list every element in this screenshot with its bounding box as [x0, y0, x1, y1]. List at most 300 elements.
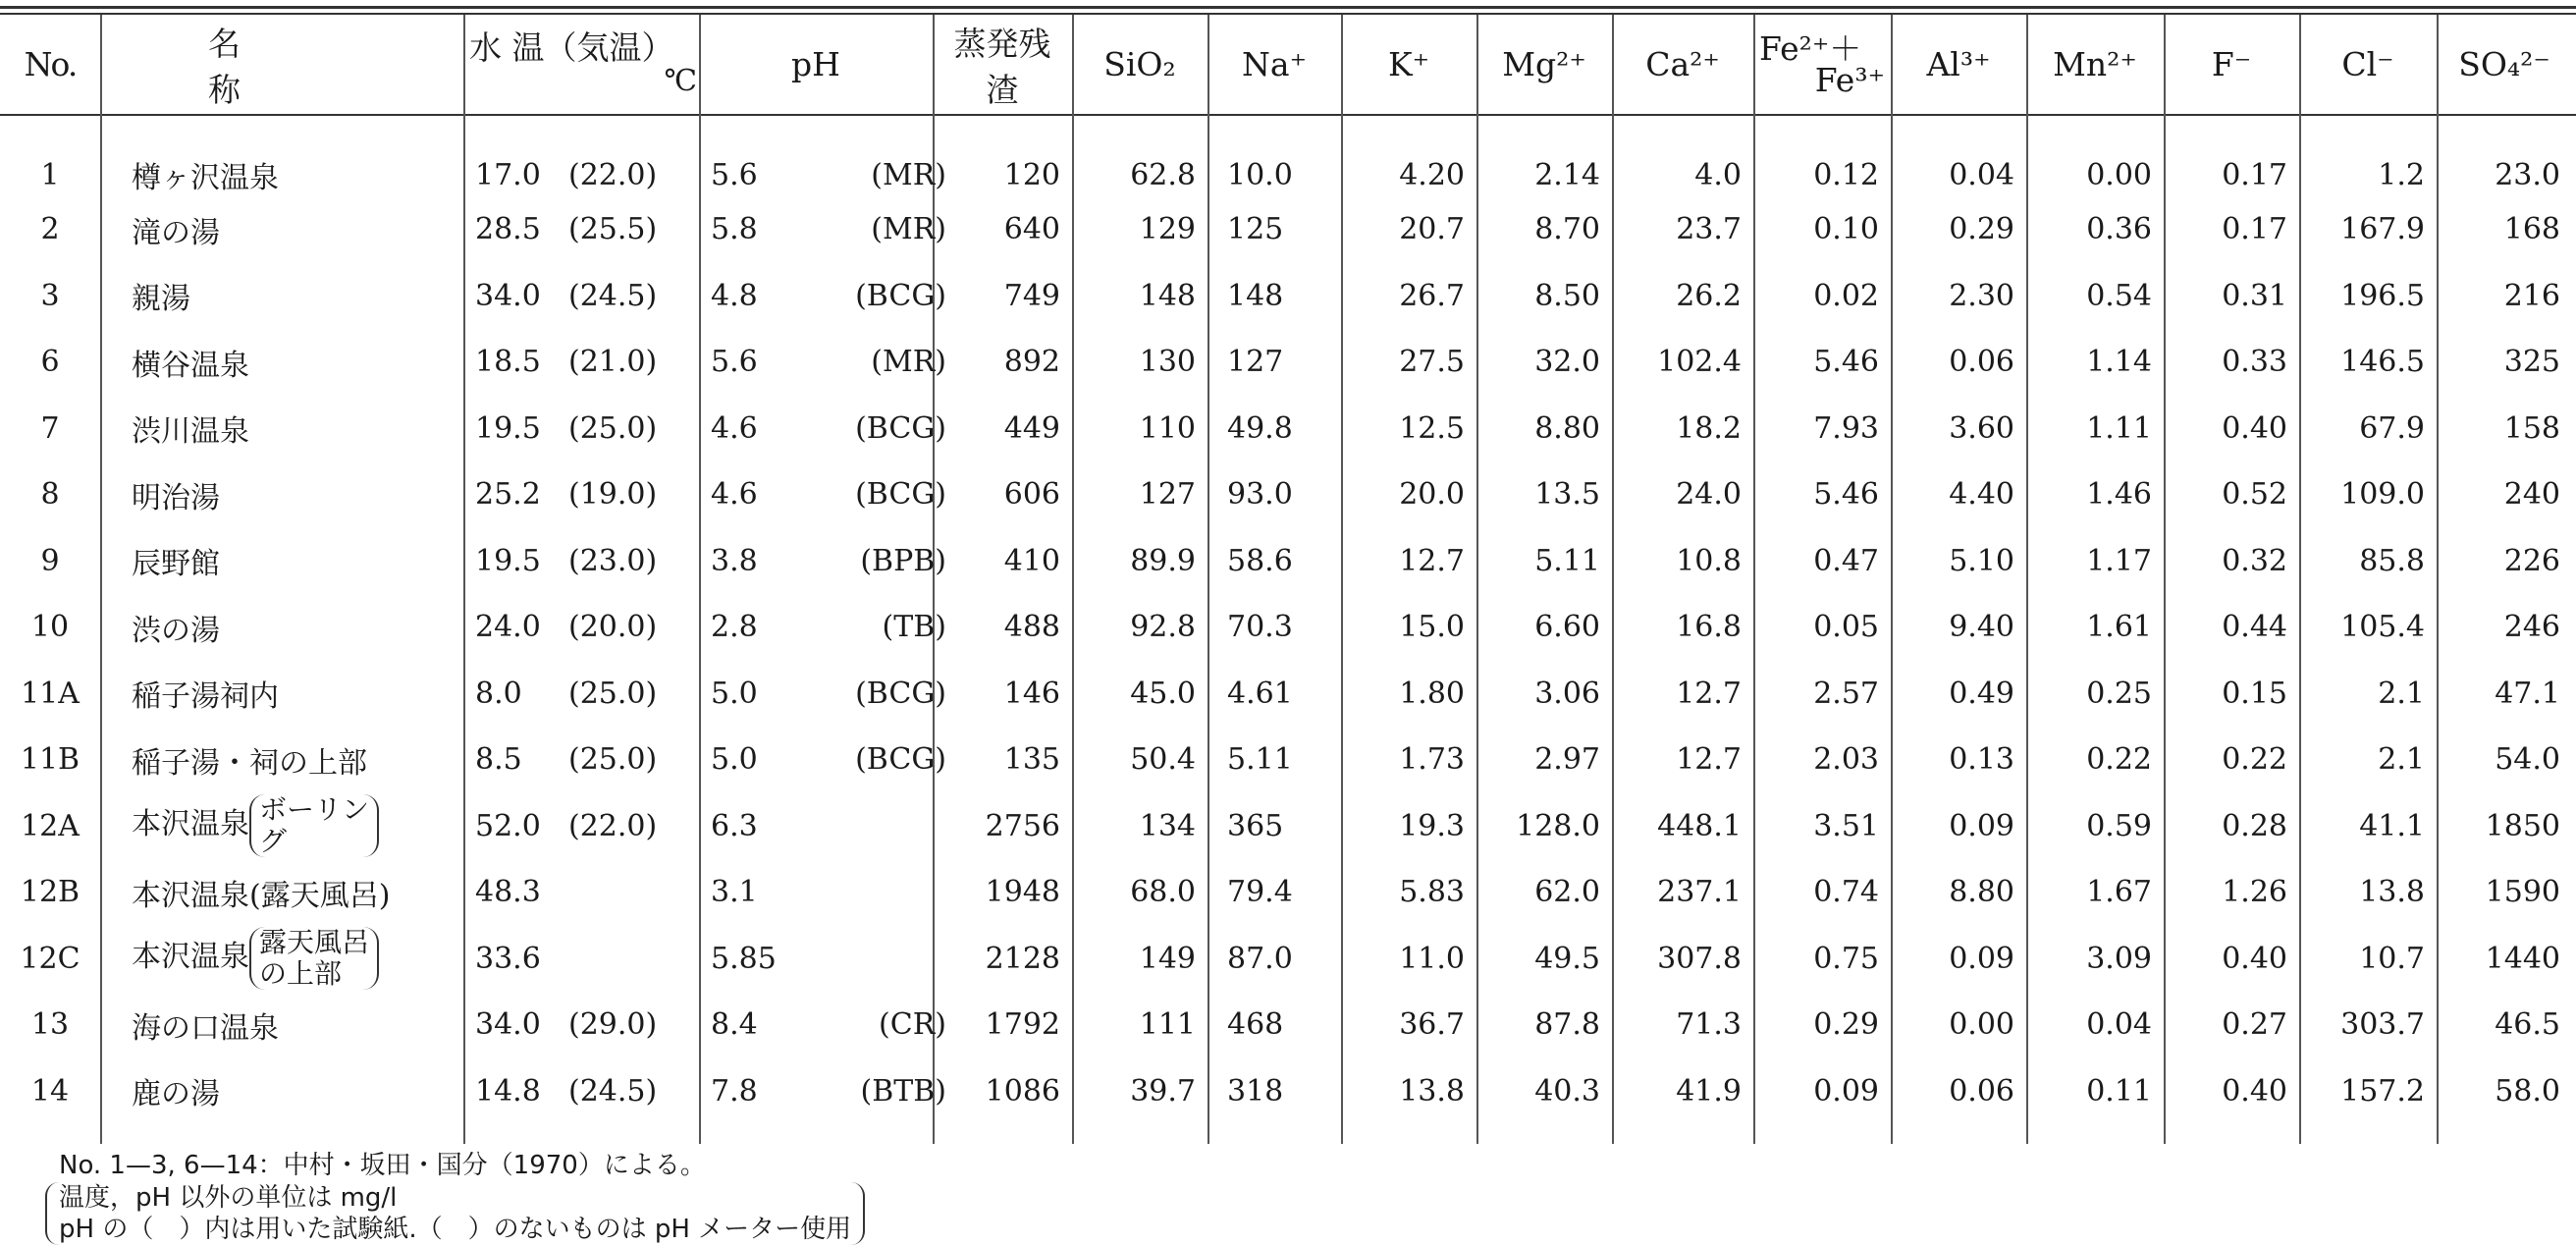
hot-spring-chemistry-table [0, 15, 2572, 1124]
cell-mg: 6.60 [1534, 610, 1600, 645]
cell-so4: 46.5 [2495, 1007, 2560, 1043]
cell-k: 1.80 [1399, 676, 1465, 711]
cell-ph-indicator: (TB) [882, 610, 946, 645]
cell-name-text: 親湯 [132, 282, 190, 317]
cell-air-temp: (25.0) [568, 742, 658, 778]
cell-al: 0.13 [1949, 742, 2014, 778]
cell-k: 20.7 [1399, 212, 1465, 247]
cell-al: 0.06 [1949, 345, 2014, 380]
cell-ph [699, 528, 946, 595]
cell-k: 12.5 [1399, 410, 1465, 446]
cell-so4: 23.0 [2495, 157, 2560, 192]
cell-name-text: 渋川温泉 [132, 414, 249, 450]
cell-ph-indicator: (MR) [871, 345, 946, 380]
cell-na: 58.6 [1227, 543, 1293, 578]
top-double-rule-1 [0, 6, 2576, 9]
header-ca: Ca²⁺ [1645, 45, 1720, 83]
cell-mg: 62.0 [1534, 875, 1600, 910]
cell-residue: 892 [1003, 345, 1060, 380]
header-no: No. [24, 45, 77, 83]
cell-ph-value: 4.8 [711, 278, 758, 313]
cell-ca: 448.1 [1657, 808, 1742, 843]
cell-name-text: 横谷温泉 [132, 348, 249, 383]
cell-ph [699, 329, 946, 396]
cell-ph-value: 4.6 [711, 410, 758, 446]
cell-no: 2 [40, 212, 60, 247]
cell-f: 0.52 [2222, 477, 2287, 513]
cell-cl: 146.5 [2340, 345, 2425, 380]
header-name-a: 名 [208, 24, 241, 63]
cell-ph-indicator: (BCG) [855, 477, 946, 513]
cell-name-text: 鹿の湯 [132, 1077, 220, 1112]
cell-mn: 1.61 [2086, 610, 2152, 645]
cell-temperature [463, 329, 699, 396]
cell-residue: 2128 [985, 941, 1060, 976]
cell-mn: 0.22 [2086, 742, 2152, 778]
table-row [0, 396, 2572, 462]
cell-k: 36.7 [1399, 1007, 1465, 1043]
cell-temperature [463, 793, 699, 860]
cell-water-temp: 34.0 [475, 278, 541, 313]
cell-mg: 3.06 [1534, 676, 1600, 711]
cell-so4: 216 [2503, 278, 2560, 313]
cell-al: 0.49 [1949, 676, 2014, 711]
cell-na: 79.4 [1227, 875, 1293, 910]
header-temp-unit: ℃ [664, 63, 697, 98]
cell-k: 4.20 [1399, 157, 1465, 192]
cell-al: 0.09 [1949, 941, 2014, 976]
cell-ca: 102.4 [1657, 345, 1742, 380]
cell-air-temp: (24.5) [568, 1073, 658, 1109]
cell-name [100, 528, 463, 595]
note-ph-method: pH の（ ）内は用いた試験紙.（ ）のないものは pH メーター使用 [59, 1215, 852, 1244]
table-row [0, 594, 2572, 661]
cell-k: 12.7 [1399, 543, 1465, 578]
cell-f: 1.26 [2222, 875, 2287, 910]
header-f: F⁻ [2211, 45, 2252, 83]
cell-name [100, 461, 463, 528]
cell-name [100, 992, 463, 1058]
cell-sio2: 89.9 [1130, 543, 1196, 578]
cell-ph-value: 5.0 [711, 676, 758, 711]
cell-temperature [463, 926, 699, 993]
cell-name-text: 本沢温泉 [132, 940, 249, 975]
cell-ca: 24.0 [1676, 477, 1742, 513]
cell-cl: 167.9 [2340, 212, 2425, 247]
cell-ph-value: 5.6 [711, 157, 758, 192]
cell-mg: 87.8 [1534, 1007, 1600, 1043]
cell-k: 13.8 [1399, 1073, 1465, 1109]
cell-ph [699, 1058, 946, 1125]
cell-so4: 246 [2503, 610, 2560, 645]
cell-name [100, 1058, 463, 1125]
cell-sio2: 62.8 [1130, 157, 1196, 192]
cell-so4: 158 [2503, 410, 2560, 446]
cell-ph-indicator: (CR) [879, 1007, 946, 1043]
cell-cl: 157.2 [2340, 1073, 2425, 1109]
cell-no: 9 [40, 543, 60, 578]
cell-air-temp: (22.0) [568, 157, 658, 192]
cell-temperature [463, 461, 699, 528]
cell-k: 26.7 [1399, 278, 1465, 313]
cell-na: 125 [1227, 212, 1284, 247]
cell-air-temp: (21.0) [568, 345, 658, 380]
table-row [0, 329, 2572, 396]
cell-name [100, 661, 463, 728]
cell-name [100, 926, 463, 993]
cell-name-note-line2: の上部 [259, 957, 343, 991]
cell-k: 19.3 [1399, 808, 1465, 843]
cell-ph-indicator: (MR) [871, 157, 946, 192]
cell-mn: 1.67 [2086, 875, 2152, 910]
cell-temperature [463, 1058, 699, 1125]
cell-water-temp: 18.5 [475, 345, 541, 380]
cell-temperature [463, 727, 699, 793]
cell-mg: 8.80 [1534, 410, 1600, 446]
cell-sio2: 45.0 [1130, 676, 1196, 711]
cell-na: 93.0 [1227, 477, 1293, 513]
cell-name-text: 明治湯 [132, 480, 220, 515]
cell-name-text: 稲子湯・祠の上部 [132, 745, 367, 781]
cell-name-text: 樽ヶ沢温泉 [132, 161, 279, 195]
cell-cl: 2.1 [2378, 676, 2425, 711]
cell-water-temp: 8.0 [475, 676, 522, 711]
cell-air-temp: (20.0) [568, 610, 658, 645]
cell-sio2: 111 [1139, 1007, 1196, 1043]
cell-air-temp: (24.5) [568, 278, 658, 313]
cell-air-temp: (22.0) [568, 808, 658, 843]
cell-air-temp: (29.0) [568, 1007, 658, 1043]
cell-so4: 1850 [2485, 808, 2560, 843]
cell-so4: 240 [2503, 477, 2560, 513]
header-name-b: 称 [208, 70, 241, 109]
cell-name [100, 727, 463, 793]
cell-al: 0.09 [1949, 808, 2014, 843]
cell-sio2: 127 [1139, 477, 1196, 513]
cell-temperature [463, 396, 699, 462]
cell-na: 49.8 [1227, 410, 1293, 446]
cell-mg: 49.5 [1534, 941, 1600, 976]
cell-sio2: 134 [1139, 808, 1196, 843]
cell-fe: 3.51 [1813, 808, 1879, 843]
cell-name-note-line2: グ [259, 825, 288, 858]
cell-no: 8 [40, 477, 60, 513]
cell-ph-indicator: (BCG) [855, 676, 946, 711]
cell-f: 0.28 [2222, 808, 2287, 843]
cell-water-temp: 19.5 [475, 543, 541, 578]
cell-no: 3 [40, 278, 60, 313]
cell-na: 70.3 [1227, 610, 1293, 645]
cell-residue: 146 [1003, 676, 1060, 711]
cell-ca: 4.0 [1694, 157, 1742, 192]
cell-ph-value: 2.8 [711, 610, 758, 645]
cell-fe: 0.29 [1813, 1007, 1879, 1043]
cell-water-temp: 14.8 [475, 1073, 541, 1109]
cell-cl: 41.1 [2359, 808, 2425, 843]
cell-no: 11A [21, 676, 80, 711]
cell-ca: 41.9 [1676, 1073, 1742, 1109]
cell-f: 0.44 [2222, 610, 2287, 645]
header-temperature [463, 15, 699, 114]
cell-name-text: 本沢温泉(露天風呂) [132, 878, 391, 913]
cell-no: 7 [40, 410, 60, 446]
cell-mn: 0.11 [2086, 1073, 2152, 1109]
cell-mg: 2.97 [1534, 742, 1600, 778]
cell-no: 13 [30, 1007, 70, 1043]
cell-so4: 226 [2503, 543, 2560, 578]
cell-ph-value: 3.1 [711, 875, 758, 910]
cell-ph [699, 461, 946, 528]
cell-al: 0.29 [1949, 212, 2014, 247]
cell-na: 318 [1227, 1073, 1284, 1109]
cell-water-temp: 19.5 [475, 410, 541, 446]
cell-fe: 0.09 [1813, 1073, 1879, 1109]
cell-ph [699, 992, 946, 1058]
cell-k: 27.5 [1399, 345, 1465, 380]
cell-mn: 3.09 [2086, 941, 2152, 976]
cell-ca: 12.7 [1676, 742, 1742, 778]
cell-air-temp: (25.0) [568, 676, 658, 711]
cell-sio2: 149 [1139, 941, 1196, 976]
table-row [0, 661, 2572, 728]
cell-mg: 2.14 [1534, 157, 1600, 192]
cell-fe: 5.46 [1813, 345, 1879, 380]
cell-ph-indicator: (BCG) [855, 410, 946, 446]
cell-ph-value: 5.8 [711, 212, 758, 247]
cell-sio2: 68.0 [1130, 875, 1196, 910]
cell-ca: 307.8 [1657, 941, 1742, 976]
cell-residue: 410 [1003, 543, 1060, 578]
cell-mg: 5.11 [1534, 543, 1600, 578]
cell-residue: 488 [1003, 610, 1060, 645]
cell-name [100, 329, 463, 396]
cell-ph [699, 727, 946, 793]
cell-ph-value: 3.8 [711, 543, 758, 578]
cell-ph [699, 594, 946, 661]
cell-cl: 1.2 [2378, 157, 2425, 192]
cell-f: 0.31 [2222, 278, 2287, 313]
cell-ph-indicator: (BCG) [855, 742, 946, 778]
cell-al: 4.40 [1949, 477, 2014, 513]
cell-fe: 0.02 [1813, 278, 1879, 313]
table-row [0, 196, 2572, 263]
cell-f: 0.15 [2222, 676, 2287, 711]
cell-mn: 0.25 [2086, 676, 2152, 711]
cell-ph [699, 661, 946, 728]
cell-no: 12B [20, 875, 80, 910]
cell-fe: 0.74 [1813, 875, 1879, 910]
cell-sio2: 148 [1139, 278, 1196, 313]
cell-sio2: 92.8 [1130, 610, 1196, 645]
cell-sio2: 129 [1139, 212, 1196, 247]
table-row [0, 1058, 2572, 1125]
cell-air-temp: (19.0) [568, 477, 658, 513]
cell-ca: 18.2 [1676, 410, 1742, 446]
cell-fe: 0.05 [1813, 610, 1879, 645]
cell-air-temp: (25.0) [568, 410, 658, 446]
cell-na: 468 [1227, 1007, 1284, 1043]
table-row [0, 528, 2572, 595]
cell-no: 1 [40, 157, 60, 192]
cell-mn: 1.14 [2086, 345, 2152, 380]
cell-mn: 0.04 [2086, 1007, 2152, 1043]
cell-ph-value: 5.6 [711, 345, 758, 380]
cell-al: 2.30 [1949, 278, 2014, 313]
cell-no: 6 [40, 345, 60, 380]
cell-residue: 2756 [985, 808, 1060, 843]
cell-water-temp: 8.5 [475, 742, 522, 778]
cell-name [100, 859, 463, 926]
cell-sio2: 110 [1139, 410, 1196, 446]
cell-ph [699, 859, 933, 926]
cell-air-temp: (23.0) [568, 543, 658, 578]
cell-so4: 1590 [2485, 875, 2560, 910]
cell-no: 12A [21, 808, 80, 843]
cell-no: 10 [30, 610, 70, 645]
table-row [0, 926, 2572, 993]
cell-ph [699, 793, 933, 860]
header-row [0, 15, 2572, 114]
cell-temperature [463, 528, 699, 595]
cell-name [100, 396, 463, 462]
cell-water-temp: 17.0 [475, 157, 541, 192]
cell-mn: 0.59 [2086, 808, 2152, 843]
cell-al: 0.06 [1949, 1073, 2014, 1109]
note-source: No. 1—3, 6—14：中村・坂田・国分（1970）による。 [59, 1151, 706, 1180]
cell-ph-indicator: (BPB) [860, 543, 946, 578]
cell-ph-indicator: (BCG) [855, 278, 946, 313]
cell-ph [699, 396, 946, 462]
cell-water-temp: 24.0 [475, 610, 541, 645]
cell-na: 87.0 [1227, 941, 1293, 976]
cell-ph [699, 114, 946, 196]
table-row [0, 263, 2572, 330]
cell-name [100, 114, 463, 196]
cell-cl: 67.9 [2359, 410, 2425, 446]
cell-ca: 71.3 [1676, 1007, 1742, 1043]
cell-al: 9.40 [1949, 610, 2014, 645]
cell-temperature [463, 114, 699, 196]
cell-name-text: 稲子湯祠内 [132, 679, 279, 715]
cell-so4: 168 [2503, 212, 2560, 247]
cell-air-temp: (25.5) [568, 212, 658, 247]
table-row [0, 461, 2572, 528]
cell-ph [699, 926, 933, 993]
cell-ph [699, 196, 946, 263]
table-notes [59, 1149, 865, 1246]
header-mn: Mn²⁺ [2053, 45, 2137, 83]
cell-so4: 325 [2503, 345, 2560, 380]
cell-residue: 1792 [985, 1007, 1060, 1043]
cell-k: 15.0 [1399, 610, 1465, 645]
header-so4: SO₄²⁻ [2458, 45, 2550, 83]
cell-residue: 120 [1003, 157, 1060, 192]
cell-water-temp: 25.2 [475, 477, 541, 513]
cell-sio2: 39.7 [1130, 1073, 1196, 1109]
cell-ca: 26.2 [1676, 278, 1742, 313]
cell-so4: 54.0 [2495, 742, 2560, 778]
cell-k: 11.0 [1399, 941, 1465, 976]
cell-fe: 5.46 [1813, 477, 1879, 513]
cell-residue: 640 [1003, 212, 1060, 247]
header-mg: Mg²⁺ [1502, 45, 1586, 83]
cell-f: 0.17 [2222, 157, 2287, 192]
cell-residue: 749 [1003, 278, 1060, 313]
cell-cl: 10.7 [2359, 941, 2425, 976]
cell-cl: 13.8 [2359, 875, 2425, 910]
header-fe-line2: Fe³⁺ [1814, 60, 1885, 99]
table-row [0, 727, 2572, 793]
cell-ca: 23.7 [1676, 212, 1742, 247]
cell-mn: 0.00 [2086, 157, 2152, 192]
cell-name-text: 渋の湯 [132, 613, 220, 648]
table-row [0, 793, 2572, 860]
cell-k: 1.73 [1399, 742, 1465, 778]
cell-temperature [463, 263, 699, 330]
cell-ph-value: 5.0 [711, 742, 758, 778]
cell-cl: 85.8 [2359, 543, 2425, 578]
cell-cl: 109.0 [2340, 477, 2425, 513]
cell-al: 5.10 [1949, 543, 2014, 578]
cell-residue: 1948 [985, 875, 1060, 910]
cell-name [100, 196, 463, 263]
cell-fe: 7.93 [1813, 410, 1879, 446]
cell-temperature [463, 594, 699, 661]
cell-mn: 0.54 [2086, 278, 2152, 313]
cell-residue: 135 [1003, 742, 1060, 778]
cell-f: 0.40 [2222, 941, 2287, 976]
cell-name [100, 793, 463, 860]
header-na: Na⁺ [1242, 45, 1307, 83]
note-units: 温度，pH 以外の単位は mg/l [59, 1183, 398, 1213]
cell-cl: 303.7 [2340, 1007, 2425, 1043]
header-name [100, 15, 463, 114]
cell-ca: 16.8 [1676, 610, 1742, 645]
cell-fe: 2.57 [1813, 676, 1879, 711]
cell-ph-value: 6.3 [711, 808, 758, 843]
cell-ph-value: 4.6 [711, 477, 758, 513]
cell-name-text: 辰野館 [132, 547, 220, 582]
cell-no: 11B [20, 742, 80, 778]
cell-na: 4.61 [1227, 676, 1293, 711]
cell-f: 0.17 [2222, 212, 2287, 247]
cell-ph [699, 263, 946, 330]
header-sio2: SiO₂ [1103, 45, 1176, 83]
cell-mg: 40.3 [1534, 1073, 1600, 1109]
cell-f: 0.33 [2222, 345, 2287, 380]
cell-name-text: 海の口温泉 [132, 1010, 279, 1046]
header-cl: Cl⁻ [2341, 45, 2394, 83]
cell-temperature [463, 992, 699, 1058]
cell-ca: 10.8 [1676, 543, 1742, 578]
cell-k: 20.0 [1399, 477, 1465, 513]
cell-name-note-line1: ボーリン [259, 793, 370, 827]
cell-cl: 196.5 [2340, 278, 2425, 313]
cell-name-note [249, 794, 379, 857]
cell-ph-value: 7.8 [711, 1073, 758, 1109]
cell-mg: 128.0 [1516, 808, 1600, 843]
note-units-block [45, 1182, 865, 1245]
cell-mn: 1.46 [2086, 477, 2152, 513]
cell-water-temp: 52.0 [475, 808, 541, 843]
cell-residue: 449 [1003, 410, 1060, 446]
cell-mg: 8.50 [1534, 278, 1600, 313]
cell-so4: 47.1 [2495, 676, 2560, 711]
cell-ca: 12.7 [1676, 676, 1742, 711]
header-fe-line1: Fe²⁺＋ [1759, 28, 1862, 68]
cell-fe: 0.10 [1813, 212, 1879, 247]
header-fe [1753, 15, 1891, 114]
